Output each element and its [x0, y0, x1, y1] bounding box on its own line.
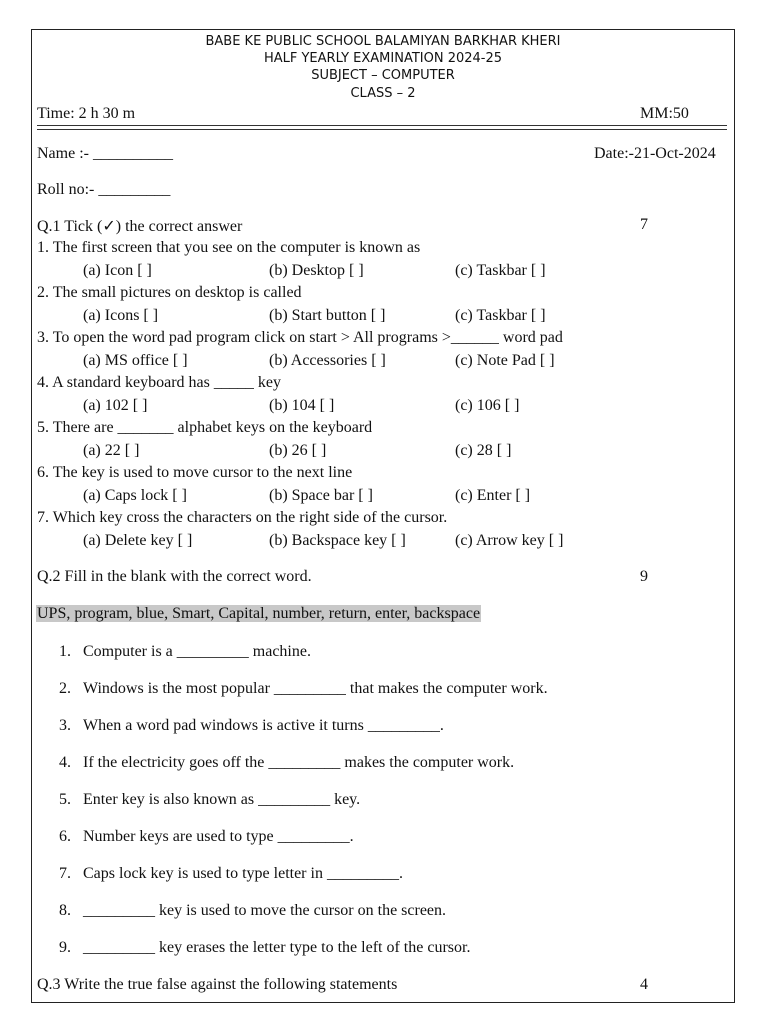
mcq-question: 6. The key is used to move cursor to the next line — [37, 464, 353, 481]
fill-blank-item: _________ key erases the letter type to the left of the cursor. — [83, 939, 471, 956]
header-rule-bottom — [37, 129, 727, 130]
mcq-option-c: (c) Taskbar [ ] — [455, 307, 546, 324]
fill-blank-item: Caps lock key is used to type letter in _________. — [83, 865, 403, 882]
exam-date: Date:-21-Oct-2024 — [594, 145, 716, 162]
mcq-option-b: (b) Desktop [ ] — [269, 262, 364, 279]
mcq-option-a: (a) Caps lock [ ] — [83, 487, 187, 504]
mcq-option-c: (c) 28 [ ] — [455, 442, 512, 459]
mcq-option-c: (c) 106 [ ] — [455, 397, 520, 414]
school-name: BABE KE PUBLIC SCHOOL BALAMIYAN BARKHAR KHERI — [205, 34, 561, 49]
fill-blank-item: When a word pad windows is active it turns _________. — [83, 717, 444, 734]
mcq-question: 2. The small pictures on desktop is called — [37, 284, 302, 301]
mcq-question: 7. Which key cross the characters on the right side of the cursor. — [37, 509, 448, 526]
mcq-option-a: (a) 102 [ ] — [83, 397, 148, 414]
fill-blank-number: 4. — [59, 754, 71, 771]
q3-marks: 4 — [640, 976, 648, 993]
mcq-option-b: (b) 26 [ ] — [269, 442, 327, 459]
mcq-option-b: (b) 104 [ ] — [269, 397, 335, 414]
mcq-question: 3. To open the word pad program click on start > All programs >______ word pad — [37, 329, 563, 346]
subject-line: SUBJECT – COMPUTER — [311, 68, 455, 83]
q2-marks: 9 — [640, 568, 648, 585]
mcq-option-c: (c) Arrow key [ ] — [455, 532, 564, 549]
max-marks: MM:50 — [640, 105, 689, 122]
fill-blank-number: 5. — [59, 791, 71, 808]
word-bank: UPS, program, blue, Smart, Capital, number, return, enter, backspace — [37, 605, 481, 622]
fill-blank-number: 7. — [59, 865, 71, 882]
time-label: Time: 2 h 30 m — [37, 105, 136, 122]
class-line: CLASS – 2 — [350, 86, 416, 101]
fill-blank-number: 6. — [59, 828, 71, 845]
fill-blank-number: 2. — [59, 680, 71, 697]
mcq-option-a: (a) MS office [ ] — [83, 352, 188, 369]
mcq-question: 1. The first screen that you see on the computer is known as — [37, 239, 421, 256]
fill-blank-item: Enter key is also known as _________ key. — [83, 791, 361, 808]
exam-title: HALF YEARLY EXAMINATION 2024-25 — [263, 51, 503, 66]
mcq-option-a: (a) Icons [ ] — [83, 307, 159, 324]
fill-blank-number: 9. — [59, 939, 71, 956]
q3-title: Q.3 Write the true false against the following statements — [37, 976, 398, 993]
fill-blank-item: Number keys are used to type _________. — [83, 828, 354, 845]
mcq-option-a: (a) Delete key [ ] — [83, 532, 193, 549]
header-rule-top — [37, 125, 727, 126]
q1-marks: 7 — [640, 216, 648, 233]
fill-blank-item: If the electricity goes off the _________ makes the computer work. — [83, 754, 515, 771]
mcq-option-c: (c) Enter [ ] — [455, 487, 531, 504]
mcq-option-b: (b) Backspace key [ ] — [269, 532, 406, 549]
fill-blank-item: _________ key is used to move the cursor on the screen. — [83, 902, 447, 919]
fill-blank-number: 1. — [59, 643, 71, 660]
mcq-question: 5. There are _______ alphabet keys on the keyboard — [37, 419, 373, 436]
mcq-option-a: (a) 22 [ ] — [83, 442, 140, 459]
mcq-option-b: (b) Accessories [ ] — [269, 352, 386, 369]
fill-blank-item: Computer is a _________ machine. — [83, 643, 311, 660]
roll-no-field: Roll no:- _________ — [37, 181, 171, 198]
mcq-option-c: (c) Taskbar [ ] — [455, 262, 546, 279]
mcq-option-a: (a) Icon [ ] — [83, 262, 152, 279]
fill-blank-number: 3. — [59, 717, 71, 734]
name-field: Name :- __________ — [37, 145, 173, 162]
q1-title: Q.1 Tick (✓) the correct answer — [37, 218, 243, 235]
mcq-question: 4. A standard keyboard has _____ key — [37, 374, 281, 391]
mcq-option-b: (b) Space bar [ ] — [269, 487, 373, 504]
mcq-option-c: (c) Note Pad [ ] — [455, 352, 555, 369]
q2-title: Q.2 Fill in the blank with the correct word. — [37, 568, 312, 585]
mcq-option-b: (b) Start button [ ] — [269, 307, 386, 324]
fill-blank-number: 8. — [59, 902, 71, 919]
fill-blank-item: Windows is the most popular _________ that makes the computer work. — [83, 680, 548, 697]
